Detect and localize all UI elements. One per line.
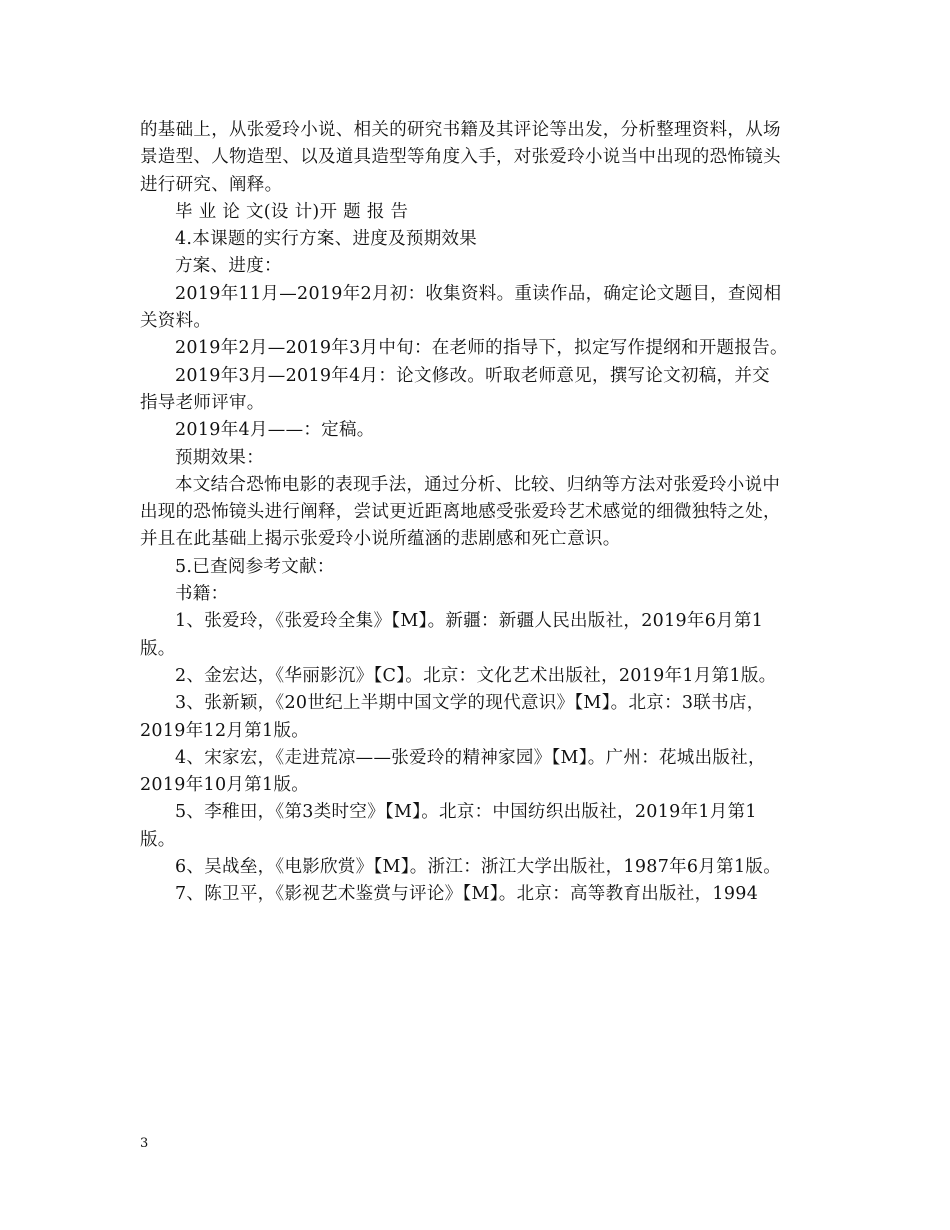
text-line: 7、陈卫平，《影视艺术鉴赏与评论》【M】。北京：高等教育出版社，1994 xyxy=(175,884,759,905)
text-line: 毕 业 论 文(设 计)开 题 报 告 xyxy=(175,201,409,222)
text-line: 版。 xyxy=(140,638,176,659)
text-line: 指导老师评审。 xyxy=(140,392,265,413)
text-line: 2019年11月—2019年2月初：收集资料。重读作品，确定论文题目，查阅相 xyxy=(175,283,782,304)
text-line: 1、张爱玲，《张爱玲全集》【M】。新疆：新疆人民出版社，2019年6月第1 xyxy=(175,611,764,632)
text-line: 预期效果： xyxy=(175,447,264,468)
text-line: 2019年12月第1版。 xyxy=(140,720,310,741)
text-line: 关资料。 xyxy=(140,311,212,332)
text-line: 本文结合恐怖电影的表现手法，通过分析、比较、归纳等方法对张爱玲小说中 xyxy=(175,474,781,495)
text-line: 4、宋家宏，《走进荒凉——张爱玲的精神家园》【M】。广州：花城出版社， xyxy=(175,747,766,768)
text-line: 2、金宏达，《华丽影沉》【C】。北京：文化艺术出版社，2019年1月第1版。 xyxy=(175,665,777,686)
text-line: 2019年4月——：定稿。 xyxy=(175,420,375,441)
text-line: 出现的恐怖镜头进行阐释，尝试更近距离地感受张爱玲艺术感觉的细微独特之处， xyxy=(140,502,781,523)
text-line: 4.本课题的实行方案、进度及预期效果 xyxy=(175,229,478,250)
text-line: 进行研究、阐释。 xyxy=(140,174,283,195)
text-line: 2019年3月—2019年4月：论文修改。听取老师意见，撰写论文初稿，并交 xyxy=(175,365,770,386)
text-line: 的基础上，从张爱玲小说、相关的研究书籍及其评论等出发，分析整理资料，从场 xyxy=(140,120,781,140)
text-line: 并且在此基础上揭示张爱玲小说所蕴涵的悲剧感和死亡意识。 xyxy=(140,529,621,550)
text-line: 3、张新颖，《20世纪上半期中国文学的现代意识》【M】。北京：3联书店， xyxy=(175,693,765,714)
text-line: 6、吴战垒，《电影欣赏》【M】。浙江：浙江大学出版社，1987年6月第1版。 xyxy=(175,857,782,878)
page-number: 3 xyxy=(140,1136,149,1151)
text-line: 景造型、人物造型、以及道具造型等角度入手，对张爱玲小说当中出现的恐怖镜头 xyxy=(140,147,781,168)
document-body xyxy=(140,117,820,909)
text-line: 2019年10月第1版。 xyxy=(140,775,310,796)
text-line: 5.已查阅参考文献： xyxy=(175,556,335,577)
text-line: 版。 xyxy=(140,829,176,850)
text-line: 2019年2月—2019年3月中旬：在老师的指导下，拟定写作提纲和开题报告。 xyxy=(175,338,788,359)
text-line: 书籍： xyxy=(175,584,229,605)
text-line: 方案、进度： xyxy=(175,256,282,277)
text-line: 5、李稚田，《第3类时空》【M】。北京：中国纺织出版社，2019年1月第1 xyxy=(175,802,757,823)
